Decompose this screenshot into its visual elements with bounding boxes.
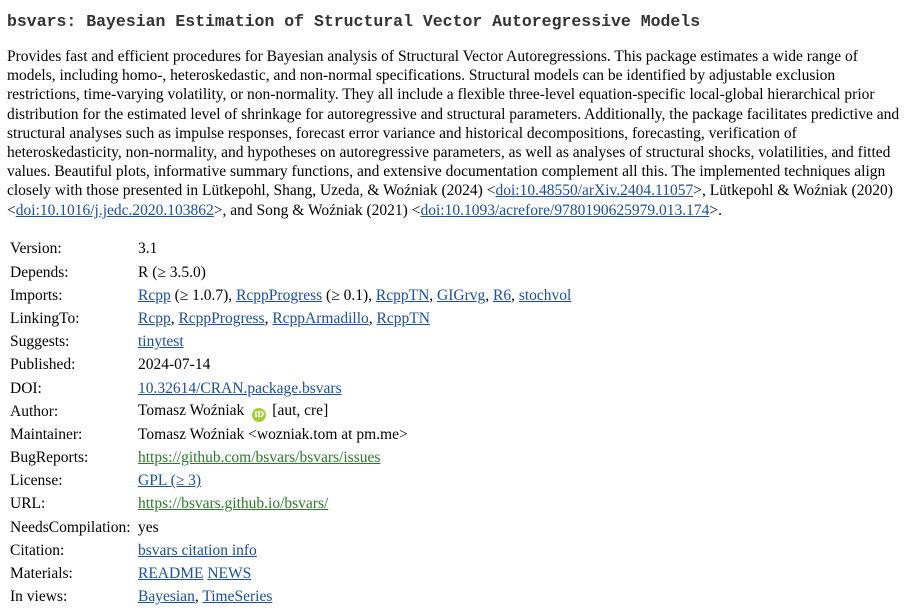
separator: ,	[170, 309, 179, 327]
imports-r6-link[interactable]: R6	[493, 286, 512, 304]
description-text-4: >.	[709, 201, 722, 219]
doi-link-2[interactable]: doi:10.1016/j.jedc.2020.103862	[15, 201, 214, 219]
value-needscompilation: yes	[138, 518, 159, 536]
value-linkingto	[138, 307, 571, 330]
row-bugreports	[10, 447, 571, 470]
license-link[interactable]: GPL (≥ 3)	[138, 472, 202, 490]
news-link[interactable]: NEWS	[207, 565, 252, 583]
row-published	[10, 354, 571, 377]
row-doi	[10, 377, 571, 400]
readme-link[interactable]: README	[138, 565, 204, 583]
doi-link-3[interactable]: doi:10.1093/acrefore/9780190625979.013.174	[420, 201, 710, 219]
description-text: Provides fast and efficient procedures for Bayesian analysis of Structural Vector Autoregressions. This package estimates a wide range of models, including homo-, heteroskedastic, and non-normal specifications. Structural models can be identified by adjustable exclusion restrictions, time-varying volatility, or non-normality. They all include a flexible three-level equation-specific local-global hierarchical prior distribution for the estimated level of shrinkage for autoregressive and structural parameters. Additionally, the package facilitates predictive and structural analyses such as impulse responses, forecast error variance and historical decompositions, forecasting, verification of heteroskedasticity, non-normality, and hypotheses on autoregressive parameters, as well as analyses of structural shocks, volatilities, and fitted values. Beautiful plots, informative summary functions, and extensive documentation complement all this. The implemented techniques align closely with those presented in Lütkepohl, Shang, Uzeda, & Woźniak (2024) <	[7, 48, 900, 200]
value-inviews	[138, 586, 571, 609]
linkingto-rcpparmadillo-link[interactable]: RcppArmadillo	[272, 309, 369, 327]
row-inviews	[10, 586, 571, 609]
value-imports	[138, 284, 571, 307]
separator: ,	[194, 588, 203, 606]
description-text-2: >, Lütkepohl & Woźniak (2020) <	[7, 182, 893, 219]
row-suggests	[10, 331, 571, 354]
doi-link[interactable]: 10.32614/CRAN.package.bsvars	[138, 379, 342, 397]
imports-gigrvg-link[interactable]: GIGrvg	[437, 286, 486, 304]
label-citation: Citation:	[10, 541, 65, 559]
label-maintainer: Maintainer:	[10, 425, 83, 443]
orcid-icon[interactable]: iD	[252, 408, 266, 422]
row-materials	[10, 562, 571, 585]
imports-rcppprogress-link[interactable]: RcppProgress	[236, 286, 323, 304]
label-imports: Imports:	[10, 286, 63, 304]
label-depends: Depends:	[10, 263, 69, 281]
row-maintainer	[10, 423, 571, 446]
row-author	[10, 400, 571, 423]
author-name: Tomasz Woźniak	[138, 401, 245, 419]
bugreports-link[interactable]: https://github.com/bsvars/bsvars/issues	[138, 449, 381, 467]
row-citation	[10, 539, 571, 562]
label-linkingto: LinkingTo:	[10, 309, 80, 327]
label-author: Author:	[10, 402, 59, 420]
separator: ,	[368, 309, 377, 327]
row-needscompilation	[10, 516, 571, 539]
package-description	[7, 47, 907, 220]
row-license	[10, 470, 571, 493]
row-depends	[10, 261, 571, 284]
separator: ,	[511, 286, 519, 304]
separator: ,	[264, 309, 273, 327]
value-materials	[138, 562, 571, 585]
imports-rcpp-link[interactable]: Rcpp	[138, 286, 171, 304]
linkingto-rcpptn-link[interactable]: RcppTN	[376, 309, 430, 327]
citation-link[interactable]: bsvars citation info	[138, 541, 257, 559]
value-citation	[138, 539, 571, 562]
value-version: 3.1	[138, 240, 158, 258]
value-published: 2024-07-14	[138, 356, 211, 374]
label-needscompilation: NeedsCompilation:	[10, 518, 131, 536]
linkingto-rcpp-link[interactable]: Rcpp	[138, 309, 171, 327]
page-title: bsvars: Bayesian Estimation of Structural Vector Autoregressive Models	[7, 12, 701, 31]
value-doi	[138, 377, 571, 400]
label-published: Published:	[10, 356, 76, 374]
label-suggests: Suggests:	[10, 333, 70, 351]
label-inviews: In views:	[10, 588, 68, 606]
author-roles: [aut, cre]	[272, 401, 329, 419]
imports-stochvol-link[interactable]: stochvol	[518, 286, 572, 304]
row-url	[10, 493, 571, 516]
value-license	[138, 470, 571, 493]
row-version	[10, 238, 571, 261]
value-suggests	[138, 331, 571, 354]
value-bugreports	[138, 447, 571, 470]
imports-rcpp-version: (≥ 1.0.7),	[170, 286, 237, 304]
url-link[interactable]: https://bsvars.github.io/bsvars/	[138, 495, 329, 513]
imports-rcppprogress-version: (≥ 0.1),	[322, 286, 376, 304]
value-maintainer: Tomasz Woźniak <wozniak.tom at pm.me>	[138, 425, 408, 443]
row-imports	[10, 284, 571, 307]
view-bayesian-link[interactable]: Bayesian	[138, 588, 195, 606]
package-details-table	[10, 238, 571, 609]
doi-link-1[interactable]: doi:10.48550/arXiv.2404.11057	[495, 182, 694, 200]
value-depends: R (≥ 3.5.0)	[138, 263, 206, 281]
view-timeseries-link[interactable]: TimeSeries	[202, 588, 273, 606]
separator: ,	[485, 286, 493, 304]
row-linkingto	[10, 307, 571, 330]
value-url	[138, 493, 571, 516]
label-version: Version:	[10, 240, 62, 258]
linkingto-rcppprogress-link[interactable]: RcppProgress	[178, 309, 265, 327]
value-author	[138, 400, 571, 423]
label-url: URL:	[10, 495, 46, 513]
suggests-tinytest-link[interactable]: tinytest	[138, 333, 184, 351]
label-doi: DOI:	[10, 379, 42, 397]
label-materials: Materials:	[10, 565, 73, 583]
label-license: License:	[10, 472, 63, 490]
description-text-3: >, and Song & Woźniak (2021) <	[213, 201, 421, 219]
imports-rcpptn-link[interactable]: RcppTN	[375, 286, 430, 304]
separator: ,	[429, 286, 438, 304]
label-bugreports: BugReports:	[10, 449, 89, 467]
